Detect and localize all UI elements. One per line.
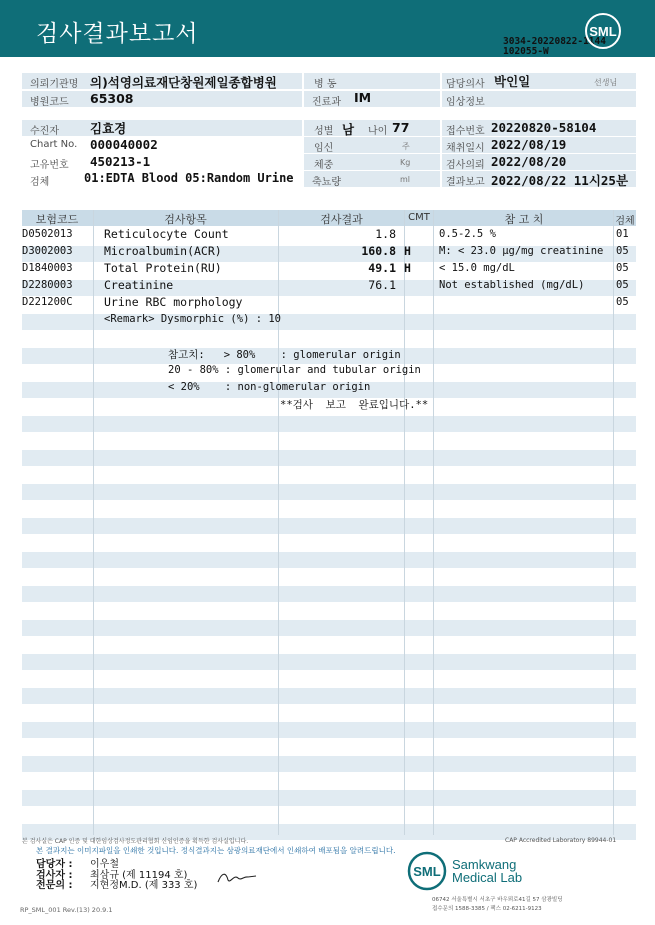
row-2-specimen: 05 bbox=[616, 245, 629, 257]
col-divider bbox=[433, 210, 434, 835]
institution-value: 의)석영의료재단창원제일종합병원 bbox=[90, 75, 277, 90]
table-row-stripe bbox=[22, 450, 636, 466]
row-3-cmt: H bbox=[404, 261, 411, 275]
row-2-cmt: H bbox=[404, 244, 411, 258]
report-title: 검사결과보고서 bbox=[36, 21, 199, 47]
age-label: 나이 bbox=[368, 126, 388, 137]
col-divider bbox=[613, 210, 614, 835]
age-value: 77 bbox=[392, 120, 410, 135]
collect-value: 2022/08/19 bbox=[491, 137, 567, 152]
th-result: 검사결과 bbox=[320, 213, 363, 226]
table-row-stripe bbox=[22, 688, 636, 704]
footer-sml-logo-text: SML bbox=[413, 864, 441, 879]
footer-contact: 접수문의 1588-3385 / 팩스 02-6211-9123 bbox=[432, 906, 542, 912]
table-row-stripe bbox=[22, 654, 636, 670]
row-2-code: D3002003 bbox=[22, 245, 73, 257]
urine-unit: ml bbox=[400, 175, 411, 184]
specimen-value: 01:EDTA Blood 05:Random Urine bbox=[84, 171, 294, 185]
row-2-result: 160.8 bbox=[361, 244, 396, 258]
request-value: 2022/08/20 bbox=[491, 154, 567, 169]
row-3-reference: < 15.0 mg/dL bbox=[439, 262, 515, 274]
row-1-specimen: 01 bbox=[616, 228, 629, 240]
staff-label-3: 전문의 : bbox=[36, 880, 73, 891]
note-line-2: 20 - 80% : glomerular and tubular origin bbox=[168, 364, 421, 376]
row-5-code: D221200C bbox=[22, 296, 73, 308]
col-divider bbox=[404, 210, 405, 835]
th-code: 보험코드 bbox=[35, 213, 79, 226]
col-divider bbox=[278, 210, 279, 835]
doctor-title: 선생님 bbox=[594, 78, 618, 87]
signature-mark bbox=[216, 868, 260, 886]
row-3-specimen: 05 bbox=[616, 262, 629, 274]
sml-logo-text: SML bbox=[589, 24, 617, 39]
specimen-label: 검체 bbox=[30, 177, 50, 188]
staff-value-2: 최삼규 (제 11194 호) bbox=[90, 870, 188, 881]
sex-value: 남 bbox=[342, 122, 355, 137]
footer-sml-logo bbox=[406, 850, 448, 892]
row-1-item: Reticulocyte Count bbox=[104, 227, 229, 241]
note-line-1: 참고치: > 80% : glomerular origin bbox=[168, 349, 401, 361]
report-id-line1: 3034-20220822-1144 bbox=[503, 36, 606, 47]
pregnancy-unit: 주 bbox=[402, 142, 410, 151]
weight-label: 체중 bbox=[314, 160, 334, 171]
collect-label: 채취일시 bbox=[446, 143, 485, 154]
table-row-stripe bbox=[22, 552, 636, 568]
sml-logo bbox=[584, 12, 622, 50]
footer-cap-text: CAP Accredited Laboratory 89944-01 bbox=[505, 837, 617, 844]
sex-label: 성별 bbox=[314, 126, 334, 137]
staff-value-3: 지현정M.D. (제 333 호) bbox=[90, 880, 198, 891]
row-3-result: 49.1 bbox=[368, 261, 396, 275]
receipt-label: 접수번호 bbox=[446, 126, 485, 137]
doctor-label: 담당의사 bbox=[446, 79, 485, 90]
department-label: 진료과 bbox=[312, 97, 341, 108]
staff-value-1: 이우철 bbox=[90, 859, 119, 870]
note-line-3: < 20% : non-glomerular origin bbox=[168, 381, 371, 393]
row-4-result: 76.1 bbox=[368, 278, 396, 292]
hospital-code-value: 65308 bbox=[90, 91, 134, 106]
row-2-reference: M: < 23.0 µg/mg creatinine bbox=[439, 245, 604, 257]
request-label: 검사의뢰 bbox=[446, 160, 485, 171]
chart-label: Chart No. bbox=[30, 139, 78, 150]
row-5-specimen: 05 bbox=[616, 296, 629, 308]
table-row-stripe bbox=[22, 586, 636, 602]
ward-label: 병 동 bbox=[314, 79, 337, 90]
hospital-code-label: 병원코드 bbox=[30, 97, 69, 108]
urine-label: 축뇨량 bbox=[312, 177, 341, 188]
brand-line-2: Medical Lab bbox=[452, 870, 523, 885]
form-code: RP_SML_001 Rev.(13) 20.9.1 bbox=[20, 906, 113, 914]
footer-notice: 본 결과지는 이미지파일을 인쇄한 것입니다. 정식결과지는 삼광의료재단에서 인쇄하여 배포됨을 알려드립니다. bbox=[36, 846, 396, 855]
row-4-item: Creatinine bbox=[104, 278, 174, 292]
row-1-reference: 0.5-2.5 % bbox=[439, 228, 496, 240]
th-specimen: 검체 bbox=[615, 216, 635, 227]
examinee-value: 김효경 bbox=[90, 121, 127, 136]
department-value: IM bbox=[354, 90, 372, 105]
staff-label-1: 담당자 : bbox=[36, 859, 73, 870]
row-4-specimen: 05 bbox=[616, 279, 629, 291]
report-id-line2: 102055-W bbox=[503, 46, 549, 57]
doctor-value: 박인일 bbox=[494, 74, 531, 89]
row-3-code: D1840003 bbox=[22, 262, 73, 274]
table-row-stripe bbox=[22, 484, 636, 500]
row-5-item: Urine RBC morphology bbox=[104, 295, 243, 309]
weight-unit: Kg bbox=[400, 158, 411, 167]
receipt-value: 20220820-58104 bbox=[491, 120, 597, 135]
examinee-label: 수진자 bbox=[30, 126, 59, 137]
table-row-stripe bbox=[22, 416, 636, 432]
table-row-stripe bbox=[22, 756, 636, 772]
brand-name bbox=[452, 858, 522, 884]
pregnancy-label: 임신 bbox=[314, 143, 334, 154]
table-row-stripe bbox=[22, 518, 636, 534]
row-3-item: Total Protein(RU) bbox=[104, 261, 222, 275]
col-divider bbox=[93, 210, 94, 835]
th-cmt: CMT bbox=[408, 212, 430, 223]
chart-value: 000040002 bbox=[90, 137, 158, 152]
row-1-result: 1.8 bbox=[375, 227, 396, 241]
staff-label-2: 검사자 : bbox=[36, 870, 73, 881]
footer-accreditation-note: 본 검사실은 CAP 인증 및 대한임상검사정도관리협회 신임인증을 획득한 검사실입니다. bbox=[22, 838, 249, 845]
th-reference: 참 고 치 bbox=[504, 213, 544, 226]
table-row-stripe bbox=[22, 620, 636, 636]
completion-line: **검사 보고 완료입니다.** bbox=[280, 399, 429, 411]
remark-line: <Remark> Dysmorphic (%) : 10 bbox=[104, 313, 282, 325]
row-4-code: D2280003 bbox=[22, 279, 73, 291]
table-row-stripe bbox=[22, 722, 636, 738]
row-4-reference: Not established (mg/dL) bbox=[439, 279, 585, 291]
footer-address: 06742 서울특별시 서초구 바우뫼로41길 57 삼광빌딩 bbox=[432, 897, 563, 903]
unique-label: 고유번호 bbox=[30, 160, 69, 171]
th-item: 검사항목 bbox=[164, 213, 207, 226]
institution-label: 의뢰기관명 bbox=[30, 79, 79, 90]
report-value: 2022/08/22 11시25분 bbox=[491, 173, 629, 188]
brand-line-1: Samkwang bbox=[452, 857, 517, 872]
row-1-code: D0502013 bbox=[22, 228, 73, 240]
table-row-stripe bbox=[22, 790, 636, 806]
row-2-item: Microalbumin(ACR) bbox=[104, 244, 222, 258]
clinical-info-label: 임상정보 bbox=[446, 97, 485, 108]
unique-value: 450213-1 bbox=[90, 154, 151, 169]
report-label: 결과보고 bbox=[446, 177, 485, 188]
